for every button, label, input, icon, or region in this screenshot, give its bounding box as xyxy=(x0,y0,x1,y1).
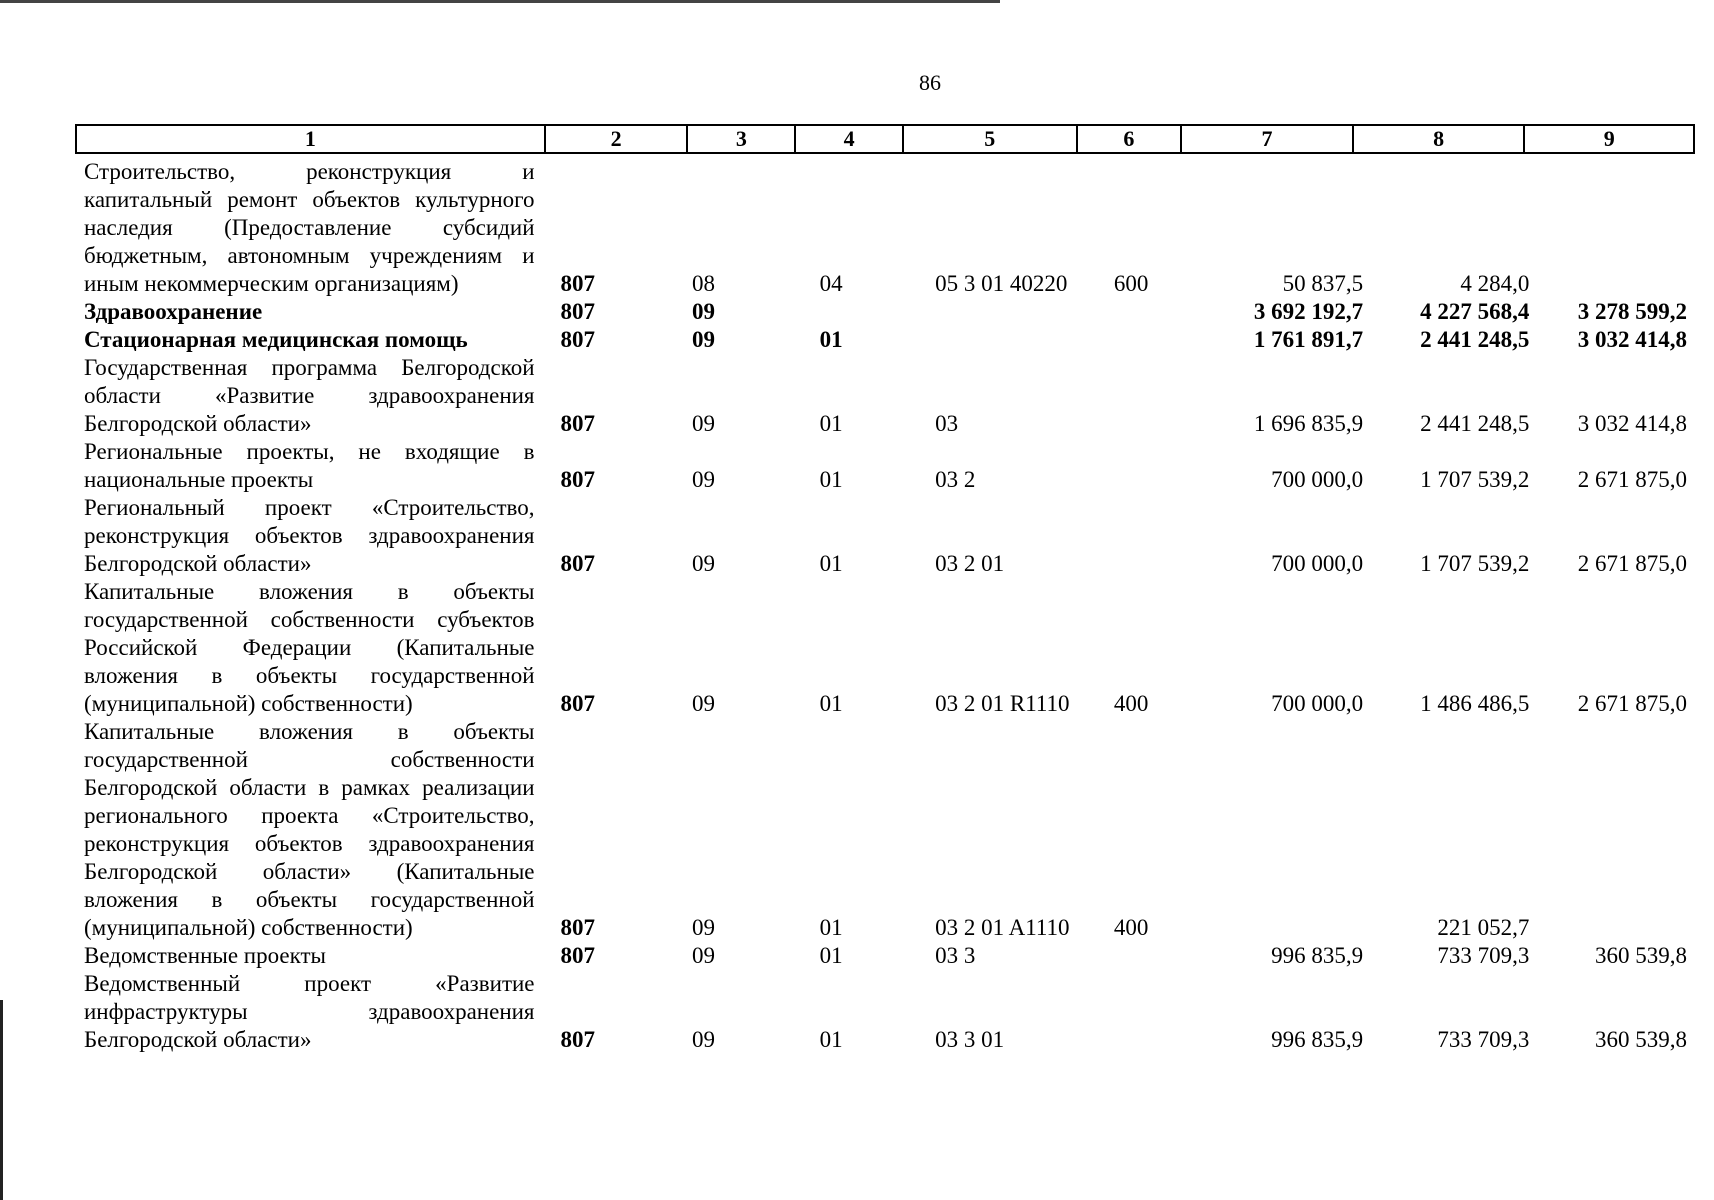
cell-amount-col9: 360 539,8 xyxy=(1594,943,1687,968)
column-header-5: 5 xyxy=(904,126,1078,152)
cell-amount-col8: 2 441 248,5 xyxy=(1420,411,1530,436)
table-row xyxy=(75,326,1695,354)
cell-ministry-code: 807 xyxy=(560,271,596,296)
cell-amount-col8: 4 284,0 xyxy=(1460,271,1530,296)
cell-amount-col8: 1 486 486,5 xyxy=(1420,691,1530,716)
page-number: 86 xyxy=(919,70,941,95)
row-name: Капитальные вложения в объекты государственной собственности Белгородской области в рамках реализации регионального проекта «Строительство, реконструкция объектов здравоохранения Белгородской области» (Капитальные вложения в объекты государственной (муниципальной) собственности) xyxy=(84,719,535,940)
column-header-1: 1 xyxy=(77,126,546,152)
table-row xyxy=(75,578,1695,718)
cell-amount-col9: 3 278 599,2 xyxy=(1577,299,1687,324)
cell-subsection: 01 xyxy=(819,327,843,352)
column-header-9: 9 xyxy=(1603,126,1615,151)
cell-target-article: 05 3 01 40220 xyxy=(935,271,1068,296)
cell-ministry-code: 807 xyxy=(560,691,596,716)
cell-target-article: 03 2 xyxy=(935,467,976,492)
cell-amount-col8: 733 709,3 xyxy=(1437,1027,1530,1052)
cell-ministry-code: 807 xyxy=(560,411,596,436)
cell-section: 09 xyxy=(692,327,716,352)
cell-amount-col8: 1 707 539,2 xyxy=(1420,467,1530,492)
cell-ministry-code: 807 xyxy=(560,327,596,352)
column-header-7: 7 xyxy=(1182,126,1354,152)
cell-amount-col8: 4 227 568,4 xyxy=(1420,299,1530,324)
cell-subsection: 01 xyxy=(819,1027,843,1052)
column-header-row xyxy=(75,124,1695,154)
cell-target-article: 03 2 01 A1110 xyxy=(935,915,1070,940)
column-header-4: 4 xyxy=(796,126,904,152)
cell-section: 09 xyxy=(692,1027,716,1052)
column-header-8: 8 xyxy=(1354,126,1526,152)
row-name: Региональный проект «Строительство, реконструкция объектов здравоохранения Белгородской области» xyxy=(84,495,535,576)
cell-amount-col7: 1 761 891,7 xyxy=(1253,327,1364,352)
row-name: Ведомственные проекты xyxy=(84,943,326,968)
cell-expense-type: 600 xyxy=(1113,271,1149,296)
cell-subsection: 01 xyxy=(819,411,843,436)
column-header-3: 3 xyxy=(688,126,796,152)
cell-ministry-code: 807 xyxy=(560,1027,596,1052)
cell-subsection: 01 xyxy=(819,551,843,576)
cell-subsection: 01 xyxy=(819,691,843,716)
cell-amount-col8: 1 707 539,2 xyxy=(1420,551,1530,576)
table-row xyxy=(75,158,1695,298)
row-name: Строительство, реконструкция и капитальный ремонт объектов культурного наследия (Предоставление субсидий бюджетным, автономным учреждениям и иным некоммерческим организациям) xyxy=(84,159,535,296)
cell-expense-type: 400 xyxy=(1113,915,1149,940)
cell-amount-col9: 3 032 414,8 xyxy=(1577,411,1687,436)
table-row xyxy=(75,438,1695,494)
cell-section: 09 xyxy=(692,691,716,716)
cell-ministry-code: 807 xyxy=(560,943,596,968)
cell-target-article: 03 2 01 xyxy=(935,551,1005,576)
cell-section: 08 xyxy=(692,271,716,296)
row-name: Здравоохранение xyxy=(84,299,263,324)
row-name: Капитальные вложения в объекты государственной собственности субъектов Российской Федерации (Капитальные вложения в объекты государственной (муниципальной) собственности) xyxy=(84,579,535,716)
column-header-2: 2 xyxy=(546,126,689,152)
cell-expense-type: 400 xyxy=(1113,691,1149,716)
cell-amount-col7: 996 835,9 xyxy=(1271,943,1364,968)
table-row xyxy=(75,298,1695,326)
cell-target-article: 03 2 01 R1110 xyxy=(935,691,1070,716)
cell-section: 09 xyxy=(692,915,716,940)
cell-ministry-code: 807 xyxy=(560,299,596,324)
cell-amount-col7: 50 837,5 xyxy=(1282,271,1364,296)
row-name: Региональные проекты, не входящие в национальные проекты xyxy=(84,439,535,492)
cell-target-article: 03 xyxy=(935,411,959,436)
cell-amount-col9: 2 671 875,0 xyxy=(1577,467,1687,492)
cell-subsection: 01 xyxy=(819,915,843,940)
cell-amount-col9: 360 539,8 xyxy=(1594,1027,1687,1052)
cell-amount-col7: 3 692 192,7 xyxy=(1253,299,1364,324)
cell-section: 09 xyxy=(692,411,716,436)
cell-amount-col7: 700 000,0 xyxy=(1271,467,1364,492)
cell-amount-col7: 1 696 835,9 xyxy=(1253,411,1364,436)
table-row xyxy=(75,942,1695,970)
cell-section: 09 xyxy=(692,943,716,968)
scan-edge-mark xyxy=(0,1000,3,1200)
table-row xyxy=(75,970,1695,1054)
cell-section: 09 xyxy=(692,467,716,492)
cell-section: 09 xyxy=(692,551,716,576)
cell-subsection: 04 xyxy=(819,271,843,296)
table-row xyxy=(75,494,1695,578)
cell-subsection: 01 xyxy=(819,943,843,968)
cell-section: 09 xyxy=(692,299,716,324)
cell-subsection: 01 xyxy=(819,467,843,492)
cell-amount-col7: 700 000,0 xyxy=(1271,691,1364,716)
cell-amount-col9: 3 032 414,8 xyxy=(1577,327,1687,352)
cell-target-article: 03 3 xyxy=(935,943,976,968)
table-row xyxy=(75,354,1695,438)
cell-amount-col7: 996 835,9 xyxy=(1271,1027,1364,1052)
cell-amount-col9: 2 671 875,0 xyxy=(1577,551,1687,576)
cell-target-article: 03 3 01 xyxy=(935,1027,1005,1052)
scan-edge-line xyxy=(0,0,1000,3)
table-row xyxy=(75,718,1695,942)
cell-amount-col9: 2 671 875,0 xyxy=(1577,691,1687,716)
row-name: Стационарная медицинская помощь xyxy=(84,327,468,352)
cell-amount-col8: 2 441 248,5 xyxy=(1420,327,1530,352)
cell-ministry-code: 807 xyxy=(560,467,596,492)
cell-amount-col8: 733 709,3 xyxy=(1437,943,1530,968)
cell-ministry-code: 807 xyxy=(560,551,596,576)
cell-ministry-code: 807 xyxy=(560,915,596,940)
cell-amount-col7: 700 000,0 xyxy=(1271,551,1364,576)
row-name: Государственная программа Белгородской области «Развитие здравоохранения Белгородской области» xyxy=(84,355,535,436)
table-body xyxy=(75,158,1695,1054)
row-name: Ведомственный проект «Развитие инфраструктуры здравоохранения Белгородской области» xyxy=(84,971,535,1052)
column-header-6: 6 xyxy=(1078,126,1183,152)
cell-amount-col8: 221 052,7 xyxy=(1437,915,1530,940)
